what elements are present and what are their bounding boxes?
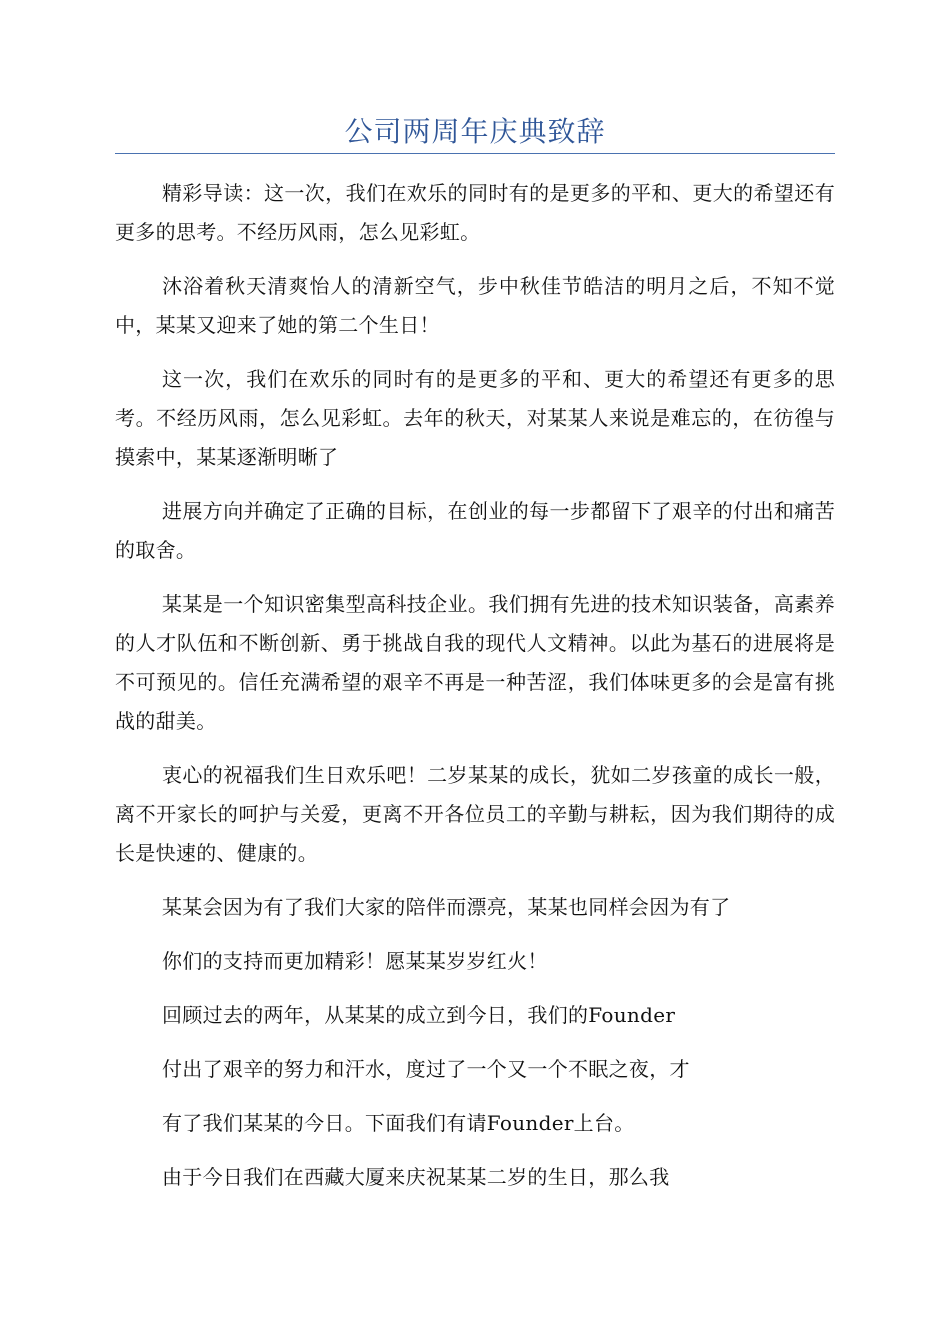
paragraph: 沐浴着秋天清爽怡人的清新空气，步中秋佳节皓洁的明月之后，不知不觉中，某某又迎来了她的第二个生日！ (115, 274, 835, 337)
paragraph: 付出了艰辛的努力和汗水，度过了一个又一个不眠之夜，才 (162, 1057, 690, 1081)
paragraph: 某某会因为有了我们大家的陪伴而漂亮，某某也同样会因为有了 (162, 895, 731, 919)
document-body (115, 174, 835, 1212)
document-title: 公司两周年庆典致辞 (344, 115, 606, 148)
paragraph: 由于今日我们在西藏大厦来庆祝某某二岁的生日，那么我 (162, 1165, 670, 1189)
paragraph: 这一次，我们在欢乐的同时有的是更多的平和、更大的希望还有更多的思考。不经历风雨，怎么见彩虹。去年的秋天，对某某人来说是难忘的，在彷徨与摸索中，某某逐渐明晰了 (115, 367, 835, 469)
paragraph: 进展方向并确定了正确的目标，在创业的每一步都留下了艰辛的付出和痛苦的取舍。 (115, 499, 835, 562)
paragraph: 回顾过去的两年，从某某的成立到今日，我们的Founder (162, 1003, 676, 1027)
paragraph-intro: 精彩导读：这一次，我们在欢乐的同时有的是更多的平和、更大的希望还有更多的思考。不经历风雨，怎么见彩虹。 (115, 181, 835, 244)
paragraph: 衷心的祝福我们生日欢乐吧！二岁某某的成长，犹如二岁孩童的成长一般，离不开家长的呵护与关爱，更离不开各位员工的辛勤与耕耘，因为我们期待的成长是快速的、健康的。 (115, 763, 835, 865)
title-underline (115, 153, 835, 154)
paragraph: 有了我们某某的今日。下面我们有请Founder上台。 (162, 1111, 635, 1135)
paragraph: 你们的支持而更加精彩！愿某某岁岁红火！ (162, 949, 548, 973)
paragraph: 某某是一个知识密集型高科技企业。我们拥有先进的技术知识装备，高素养的人才队伍和不断创新、勇于挑战自我的现代人文精神。以此为基石的进展将是不可预见的。信任充满希望的艰辛不再是一种苦涩，我们体味更多的会是富有挑战的甜美。 (115, 592, 835, 733)
